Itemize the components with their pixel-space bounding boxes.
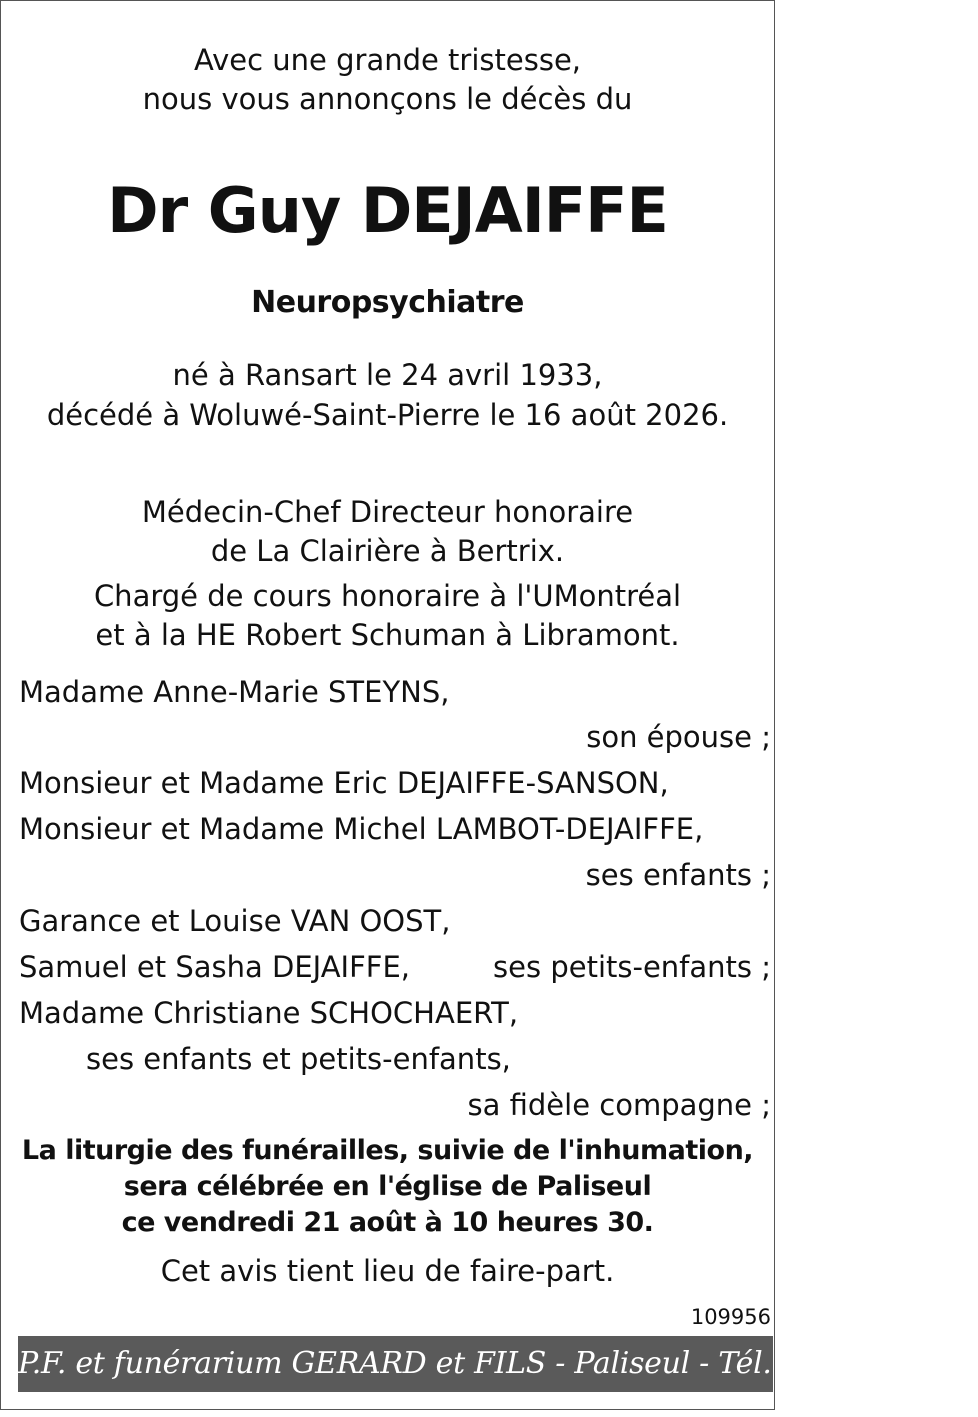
child-1: Monsieur et Madame Eric DEJAIFFE-SANSON, [19,766,669,800]
career-line-2: de La Clairière à Bertrix. [210,534,565,568]
career-line-1: Médecin-Chef Directeur honoraire [141,495,634,529]
profession: Neuropsychiatre [251,285,524,320]
funeral-line-2: sera célébrée en l'église de Paliseul [123,1171,652,1202]
funeral-line-3: ce vendredi 21 août à 10 heures 30. [121,1207,654,1238]
companion-family: ses enfants et petits-enfants, [86,1042,511,1076]
birth-line: né à Ransart le 24 avril 1933, [172,358,603,392]
deceased-name: Dr Guy DEJAIFFE [107,174,668,247]
reference-number: 109956 [690,1305,771,1329]
spouse-name: Madame Anne-Marie STEYNS, [19,675,450,709]
spouse-label: son épouse ; [586,720,771,754]
intro-line-2: nous vous annonçons le décès du [142,82,633,116]
career-line-3: Chargé de cours honoraire à l'UMontréal [93,579,682,613]
career-line-4: et à la HE Robert Schuman à Libramont. [95,618,680,652]
companion-label: sa fidèle compagne ; [467,1088,771,1122]
grandchild-2: Samuel et Sasha DEJAIFFE, [19,950,411,984]
intro-text [1,41,774,119]
career-block-2 [1,577,774,655]
grandchildren-label: ses petits-enfants ; [493,950,771,984]
funeral-line-1: La liturgie des funérailles, suivie de l'inhumation, [21,1135,754,1166]
children-label: ses enfants ; [585,858,771,892]
child-2: Monsieur et Madame Michel LAMBOT-DEJAIFFE, [19,812,704,846]
life-dates [1,355,774,435]
intro-line-1: Avec une grande tristesse, [193,43,582,77]
funeral-details [1,1133,774,1241]
companion-name: Madame Christiane SCHOCHAERT, [19,996,519,1030]
notice-text: Cet avis tient lieu de faire-part. [160,1254,615,1288]
funeral-home-banner: P.F. et funérarium GERARD et FILS - Paliseul - Tél. 061 53 32 84 [18,1336,773,1392]
career-block-1 [1,493,774,571]
death-line: décédé à Woluwé-Saint-Pierre le 16 août 2026. [46,398,729,432]
grandchild-1: Garance et Louise VAN OOST, [19,904,451,938]
